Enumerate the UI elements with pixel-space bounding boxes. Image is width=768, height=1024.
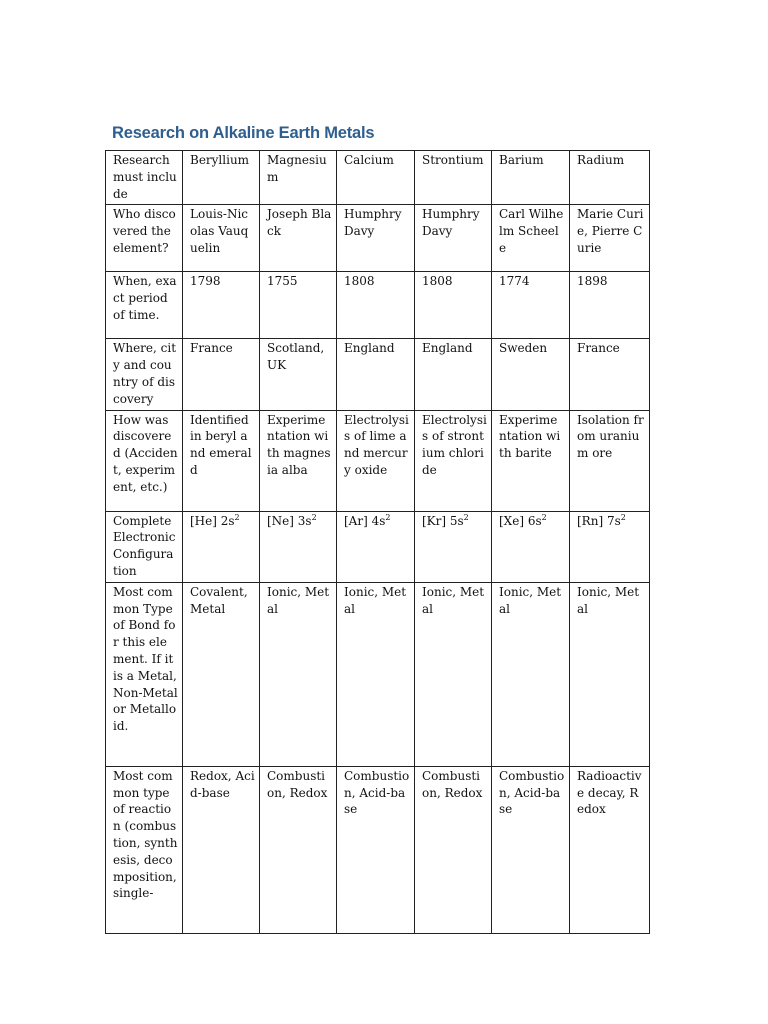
table-cell: [Kr] $5s^2$ — [415, 511, 492, 582]
table-cell: 1898 — [570, 272, 650, 339]
research-table — [105, 150, 650, 934]
table-cell: 1798 — [183, 272, 260, 339]
table-cell: France — [570, 339, 650, 410]
header-cell-research: Research must include — [106, 151, 183, 205]
table-cell: Covalent, Metal — [183, 582, 260, 766]
header-cell-strontium: Strontium — [415, 151, 492, 205]
row-label: Most common type of reaction (combustion, synthesis, decomposition, single- — [106, 766, 183, 933]
table-cell: 1808 — [337, 272, 415, 339]
table-row-discoverer — [106, 205, 650, 272]
header-row — [106, 151, 650, 205]
table-cell: 1808 — [415, 272, 492, 339]
table-row-method — [106, 410, 650, 511]
table-cell: Radioactive decay, Redox — [570, 766, 650, 933]
row-label: Where, city and country of discovery — [106, 339, 183, 410]
table-cell: Ionic, Metal — [260, 582, 337, 766]
table-cell: Redox, Acid-base — [183, 766, 260, 933]
header-cell-beryllium: Beryllium — [183, 151, 260, 205]
table-cell: Humphry Davy — [415, 205, 492, 272]
table-cell: Ionic, Metal — [570, 582, 650, 766]
table-cell: Combustion, Redox — [260, 766, 337, 933]
table-cell: [Xe] $6s^2$ — [492, 511, 570, 582]
table-cell: Carl Wilhelm Scheele — [492, 205, 570, 272]
document-title: Research on Alkaline Earth Metals — [112, 124, 375, 142]
table-cell: 1774 — [492, 272, 570, 339]
table-cell: Sweden — [492, 339, 570, 410]
row-label: Who discovered the element? — [106, 205, 183, 272]
header-cell-radium: Radium — [570, 151, 650, 205]
row-label: Complete Electronic Configuration — [106, 511, 183, 582]
header-cell-calcium: Calcium — [337, 151, 415, 205]
table-cell: 1755 — [260, 272, 337, 339]
table-cell: [Rn] $7s^2$ — [570, 511, 650, 582]
table-cell: Combustion, Redox — [415, 766, 492, 933]
table-cell: [Ar] $4s^2$ — [337, 511, 415, 582]
header-cell-barium: Barium — [492, 151, 570, 205]
table-cell: Marie Curie, Pierre Curie — [570, 205, 650, 272]
row-label: Most common Type of Bond for this element. If it is a Metal, Non-Metal or Metalloid. — [106, 582, 183, 766]
table-cell: England — [415, 339, 492, 410]
table-cell: Scotland, UK — [260, 339, 337, 410]
table-cell: Ionic, Metal — [492, 582, 570, 766]
table-cell: Experimentation with barite — [492, 410, 570, 511]
table-row-date — [106, 272, 650, 339]
table-row-configuration — [106, 511, 650, 582]
table-cell: Joseph Black — [260, 205, 337, 272]
table-cell: Ionic, Metal — [415, 582, 492, 766]
table-cell: England — [337, 339, 415, 410]
header-cell-magnesium: Magnesium — [260, 151, 337, 205]
table-cell: France — [183, 339, 260, 410]
table-cell: [Ne] $3s^2$ — [260, 511, 337, 582]
table-cell: [He] $2s^2$ — [183, 511, 260, 582]
table-cell: Isolation from uranium ore — [570, 410, 650, 511]
table-cell: Louis-Nicolas Vauquelin — [183, 205, 260, 272]
table-row-location — [106, 339, 650, 410]
table-cell: Ionic, Metal — [337, 582, 415, 766]
table-cell: Identified in beryl and emerald — [183, 410, 260, 511]
table-row-reaction — [106, 766, 650, 933]
row-label: When, exact period of time. — [106, 272, 183, 339]
table-cell: Humphry Davy — [337, 205, 415, 272]
table-cell: Combustion, Acid-base — [337, 766, 415, 933]
table-row-bond — [106, 582, 650, 766]
row-label: How was discovered (Accident, experiment, etc.) — [106, 410, 183, 511]
table-cell: Combustion, Acid-base — [492, 766, 570, 933]
table-cell: Electrolysis of strontium chloride — [415, 410, 492, 511]
table-cell: Electrolysis of lime and mercury oxide — [337, 410, 415, 511]
table-cell: Experimentation with magnesia alba — [260, 410, 337, 511]
